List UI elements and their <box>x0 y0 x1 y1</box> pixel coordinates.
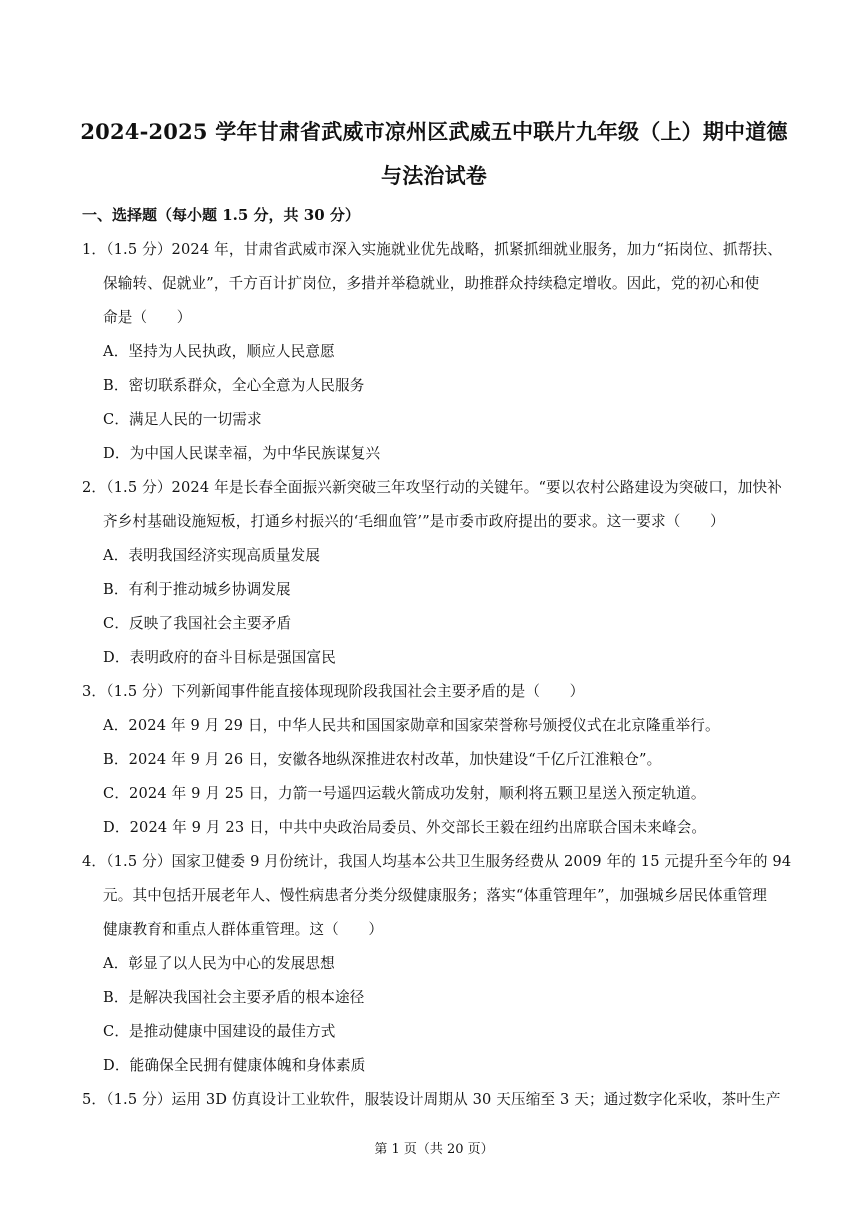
option-d: D．能确保全民拥有健康体魄和身体素质 <box>103 1057 366 1074</box>
option-b: B．有利于推动城乡协调发展 <box>103 581 291 598</box>
question-stem-line: 1．（1.5 分）2024 年，甘肃省武威市深入实施就业优先战略，抓紧抓细就业服务，加力“拓岗位、抓帮扶、 <box>82 241 782 258</box>
question-stem-line: 元。其中包括开展老年人、慢性病患者分类分级健康服务；落实“体重管理年”，加强城乡居民体重管理 <box>103 887 767 904</box>
option-d: D．为中国人民谋幸福，为中华民族谋复兴 <box>103 445 381 462</box>
option-c: C．满足人民的一切需求 <box>103 411 262 428</box>
exam-title-line-2: 与法治试卷 <box>381 163 487 188</box>
option-a: A．彰显了以人民为中心的发展思想 <box>103 955 335 972</box>
question-stem-line: 4．（1.5 分）国家卫健委 9 月份统计，我国人均基本公共卫生服务经费从 2009 年的 15 元提升至今年的 94 <box>82 853 792 870</box>
question-stem-line: 齐乡村基础设施短板，打通乡村振兴的‘毛细血管’”是市委市政府提出的要求。这一要求（ ） <box>103 513 725 530</box>
option-d: D．2024 年 9 月 23 日，中共中央政治局委员、外交部长王毅在纽约出席联合国未来峰会。 <box>103 819 707 836</box>
exam-title-line-1: 2024-2025 学年甘肃省武威市凉州区武威五中联片九年级（上）期中道德 <box>80 119 788 144</box>
option-d: D．表明政府的奋斗目标是强国富民 <box>103 649 337 666</box>
option-a: A．2024 年 9 月 29 日，中华人民共和国国家勋章和国家荣誉称号颁授仪式在北京隆重举行。 <box>103 717 720 734</box>
section-heading: 一、选择题（每小题 1.5 分，共 30 分） <box>82 206 360 224</box>
option-b: B．2024 年 9 月 26 日，安徽各地纵深推进农村改革，加快建设“千亿斤江淮粮仓”。 <box>103 751 662 768</box>
question-stem-line: 健康教育和重点人群体重管理。这（ ） <box>103 921 384 938</box>
option-a: A．表明我国经济实现高质量发展 <box>103 547 321 564</box>
page-footer: 第 1 页（共 20 页） <box>374 1142 494 1157</box>
question-stem-line: 保输转、促就业”，千方百计扩岗位，多措并举稳就业，助推群众持续稳定增收。因此，党的初心和使 <box>103 275 760 292</box>
option-c: C．反映了我国社会主要矛盾 <box>103 615 292 632</box>
option-b: B．是解决我国社会主要矛盾的根本途径 <box>103 989 365 1006</box>
option-a: A．坚持为人民执政，顺应人民意愿 <box>103 343 335 360</box>
question-stem-line: 3．（1.5 分）下列新闻事件能直接体现现阶段我国社会主要矛盾的是（ ） <box>82 683 585 700</box>
question-stem-line: 命是（ ） <box>103 309 192 326</box>
question-stem-line: 2．（1.5 分）2024 年是长春全面振兴新突破三年攻坚行动的关键年。“要以农村公路建设为突破口，加快补 <box>82 479 782 496</box>
option-c: C．是推动健康中国建设的最佳方式 <box>103 1023 336 1040</box>
option-c: C．2024 年 9 月 25 日，力箭一号遥四运载火箭成功发射，顺利将五颗卫星送入预定轨道。 <box>103 785 706 802</box>
question-stem-line: 5．（1.5 分）运用 3D 仿真设计工业软件，服装设计周期从 30 天压缩至 3 天；通过数字化采收，茶叶生产 <box>82 1091 781 1108</box>
option-b: B．密切联系群众，全心全意为人民服务 <box>103 377 365 394</box>
